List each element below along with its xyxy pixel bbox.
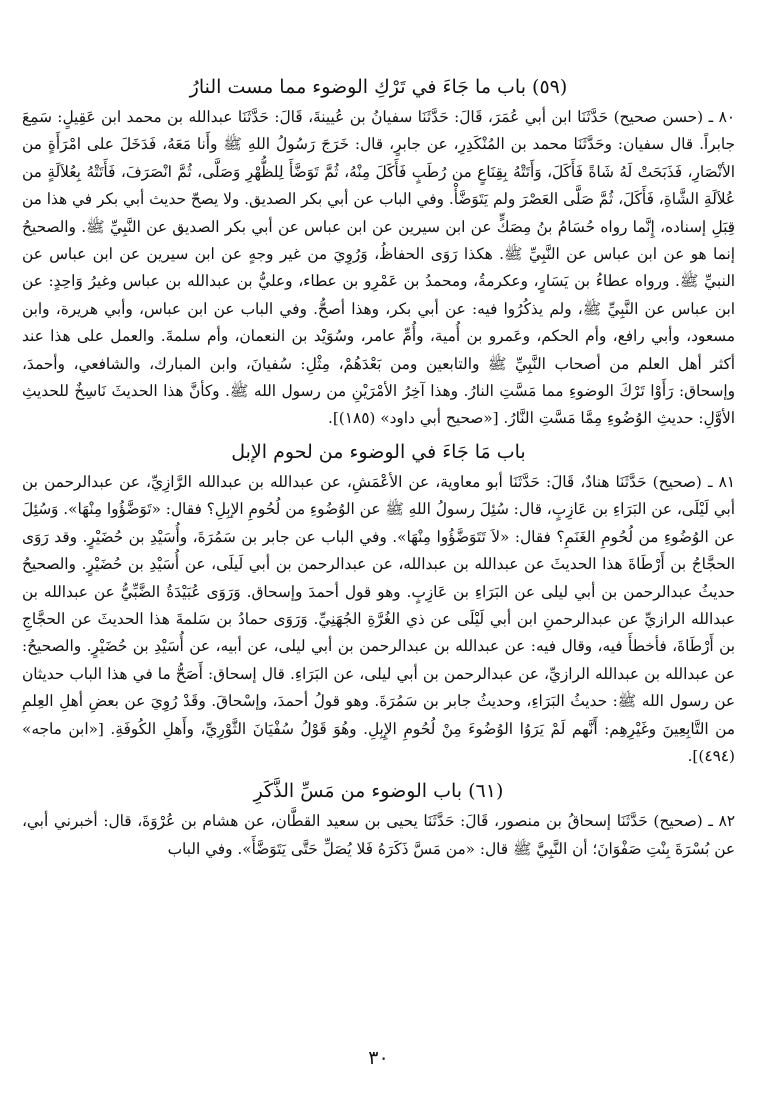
document-page xyxy=(22,72,735,863)
hadith-82-paragraph: ٨٢ ـ (صحيح) حَدَّثَنَا إسحاقُ بن منصور، قَالَ: حَدَّثَنَا يحيى بن سعيد القطَّان، عن هشام بن عُرْوَةَ، قال: أخبرني أبي، عن بُسْرَةَ بِنْتِ صَفْوَانَ؛ أن النَّبِيَّ ﷺ قال: «من مَسَّ ذَكَرَهُ فَلا يُصَلِّ حَتَّى يَتَوَضَّأَ». وفي الباب xyxy=(22,812,735,858)
chapter-61-heading: (٦١) باب الوضوء من مَسِّ الذَّكَرِ xyxy=(253,780,504,803)
hadith-80-paragraph: ٨٠ ـ (حسن صحيح) حَدَّثَنَا ابن أبي عُمَرَ، قَالَ: حَدَّثَنَا سفيانُ بن عُيينةَ، قَالَ: حَدَّثَنَا عبدالله بن محمد ابن عَقِيلٍ: سَمِعَ جابراً. قال سفيان: وحَدَّثَنَا محمد بن المُنْكَدِرِ، عن جابرٍ، قال: خَرَجَ رَسُولُ اللهِ ﷺ وأَنا مَعَهُ، فَدَخَلَ على امْرَأَةٍ من الأنْصَارِ، فَذَبَحَتْ لَهُ شَاةً فَأَكَلَ، وَأَتَتْهُ بِقِنَاعٍ من رُطَبٍ فَأَكَلَ مِنْهُ، ثُمَّ تَوَضَّأَ لِلظُّهْرِ وَصَلَّى، ثُمَّ انْصَرَفَ، فَأَتَتْهُ بِعُلاَلَةٍ من عُلاَلَةِ الشَّاةِ، فَأَكَلَ، ثُمَّ صَلَّى العَصْرَ ولم يَتَوَضَّأْ. وفي الباب عن أبي بكر الصديق. ولا يصحّ حديث أبي بكر في هذا من قِبَلِ إسناده، إِنَّما رواه حُسَامُ بنُ مِصَكٍّ عن ابن سيرين عن ابن عباس عن أبي بكر الصديق عن النَّبِيِّ ﷺ. والصحيحُ إنما هو عن ابن عباس عن النَّبِيِّ ﷺ. هكذا رَوَى الحفاظُ، وَرُوِيَ من غير وجهٍ عن ابن سيرين عن ابن عباس عن النبيِّ ﷺ. ورواه عطاءُ بن يَسَارٍ، وعكرمةُ، ومحمدُ بن عَمْرِو بن عطاء، وعليُّ بن عبدالله بن عباس وغيرُ وَاحِدٍ: عن ابن عباس عن النَّبِيِّ ﷺ، ولم يذكُرُوا فيه: عن أبي بكر، وهذا أصحُّ. وفي الباب عن ابن عباس، وأبي هريرة، وابن مسعود، وأبي رافع، وأم الحكم، وعَمرو بن أُمية، وأُمِّ عامر، وسُوَيْد بن النعمان، وأم سلمةَ. والعمل على هذا عند أكثر أهل العلم من أصحاب النَّبِيِّ ﷺ والتابعين ومن بَعْدَهُمْ، مِثْلِ: سُفيانَ، وابن المبارك، والشافعي، وأحمدَ، وإسحاق: رَأَوْا تَرْكَ الوضوءِ مما مَسَّتِ النارُ. وهذا آخِرُ الأمْرَيْنِ من رسول الله ﷺ. وكأنَّ هذا الحديثَ نَاسِخٌ للحديثِ الأوَّلِ: حديثِ الوُضُوءِ مِمَّا مَسَّتِ النَّارُ. [«صحيح أبي داود» (١٨٥)]. xyxy=(22,108,735,428)
chapter-60-heading: باب مَا جَاءَ في الوضوء من لحوم الإبل xyxy=(231,440,526,463)
page-number: ٣٠ xyxy=(368,1047,389,1069)
chapter-59-heading: (٥٩) باب ما جَاءَ في تَرْكِ الوضوء مما مست النارُ xyxy=(189,76,568,98)
hadith-81-paragraph: ٨١ ـ (صحيح) حَدَّثَنَا هنادٌ، قَالَ: حَدَّثَنَا أبو معاوية، عن الأعْمَشِ، عن عبدالله بن عبدالله الرَّازِيِّ، عن عبدالرحمن بن أبي لَيْلَى، عن البَرَاءِ بن عَازِبٍ، قال: سُئِلَ رسولُ اللهِ ﷺ عن الوُضُوءِ من لُحُومِ الإبِلِ؟ فقال: «تَوَضَّؤُوا مِنْهَا». وَسُئِلَ عن الوُضُوءِ من لُحُومِ الغَنَمِ؟ فقال: «لاَ تَتَوَضَّؤُوا مِنْهَا». وفي الباب عن جابر بن سَمُرَةَ، وأُسَيْدِ بن حُضَيْرٍ. وقد رَوَى الحجَّاجُ بن أَرْطَاةَ هذا الحديثَ عن عبدالله بن عبدالله، عن عبدالرحمن بن أبي لَيلَى، عن أُسَيْدِ بن حُضَيْرٍ. والصحيحُ حديثُ عبدالرحمن بن أبي ليلى عن البَرَاءِ بن عَازِبٍ. وهو قول أحمدَ وإسحاق. وَرَوَى عُبَيْدَةُ الضَّبِّيُّ عن عبدالله بن عبدالله الرازيِّ عن عبدالرحمنِ ابن أبي لَيْلَى عن ذي الغُرَّةِ الجُهَنِيِّ. وَرَوَى حمادُ بن سَلمةَ هذا الحديثَ عن الحجَّاجِ بن أَرْطَاةَ، فأخطأَ فيه، وقال فيه: عن عبدالله بن عبدالرحمن بن أبي ليلى، عن أبيه، عن أُسَيْدِ بن حُضَيْرٍ. والصحيحُ: عن عبدالله بن عبدالله الرازيِّ، عن عبدالرحمن بن أبي ليلى، عن البَرَاءِ. قال إسحاق: أَصَحُّ ما في هذا الباب حديثان عن رسول الله ﷺ: حديثُ البَرَاءِ، وحديثُ جابر بن سَمُرَةَ. وهو قولُ أحمدَ، وإسْحاقَ. وقَدْ رُوِيَ عن بعضِ أهلِ العِلمِ من التَّابِعِينَ وغَيْرِهِم: أَنَّهم لَمْ يَرَوُا الوُضُوءَ مِنْ لُحُومِ الإِبِلِ. وهُوَ قَوْلُ سُفْيَانَ الثَّوْرِيِّ، وأَهلِ الكُوفَةِ. [«ابن ماجه» (٤٩٤)]. xyxy=(22,472,735,765)
